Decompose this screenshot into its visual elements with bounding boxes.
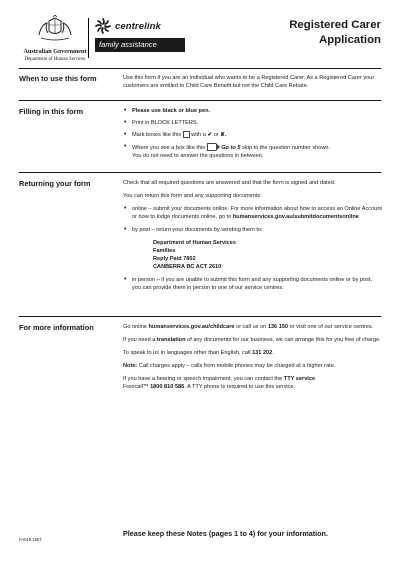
more-tty-text: If you have a hearing or speech impairment, you can contact the TTY service Freecall™ 1800 810 586. A TTY phone is required to use this service. bbox=[123, 376, 316, 390]
goto-label: Go to 5 bbox=[221, 145, 241, 151]
postal-address: Department of Human Services Families Reply Paid 7802 CANBERRA BC ACT 2610 bbox=[153, 240, 236, 270]
form-code: FA019.1507 bbox=[19, 537, 42, 542]
goto-arrow-box-icon bbox=[207, 143, 220, 151]
more-note-text: Note: Call charges apply – calls from mobile phones may be charged at a higher rate. bbox=[123, 363, 336, 369]
tick-mark-icon: ✔ bbox=[207, 132, 213, 138]
more-translation-text: If you need a translation of any documents for our business, we can arrange this for you free of charge. bbox=[123, 337, 381, 343]
section-title-more: For more information bbox=[19, 323, 94, 332]
title-line-2: Application bbox=[318, 34, 381, 47]
section-body-filling bbox=[123, 107, 382, 160]
brand-name: centrelink bbox=[115, 20, 161, 32]
return-methods-list bbox=[123, 205, 382, 292]
header-divider bbox=[88, 18, 89, 58]
returning-options-text: You can return this form and any supporting documents: bbox=[123, 193, 262, 199]
section-title-returning: Returning your form bbox=[19, 179, 91, 188]
section-title-when: When to use this form bbox=[19, 74, 97, 83]
section-divider bbox=[19, 100, 381, 101]
section-title-filling: Filling in this form bbox=[19, 107, 84, 116]
section-divider bbox=[19, 68, 381, 69]
list-item: • Where you see a box like this Go to 5 skip to the question number shown. You do not need to answer the questions in between. bbox=[123, 143, 382, 160]
section-body-more bbox=[123, 323, 382, 391]
phone-number: 136 150 bbox=[267, 324, 289, 330]
page-title bbox=[289, 18, 381, 49]
tty-phone-number: 1800 810 586 bbox=[150, 384, 185, 390]
department-name: Department of Human Services bbox=[24, 57, 86, 62]
government-logo bbox=[19, 15, 91, 62]
brand-subtitle: family assistance bbox=[95, 38, 185, 52]
childcare-link[interactable]: humanservices.gov.au/childcare bbox=[148, 324, 235, 330]
sample-checkbox bbox=[183, 131, 190, 138]
submit-documents-link[interactable]: humanservices.gov.au/submitdocumentsonline bbox=[232, 214, 359, 220]
list-item: • Print in BLOCK LETTERS. bbox=[123, 119, 382, 127]
section-divider bbox=[19, 316, 381, 317]
section-body-when bbox=[123, 74, 382, 90]
title-line-1: Registered Carer bbox=[289, 19, 381, 31]
centrelink-star-icon bbox=[95, 18, 111, 34]
government-name: Australian Government bbox=[23, 48, 87, 55]
languages-phone-number: 131 202 bbox=[252, 350, 273, 356]
section-divider bbox=[19, 172, 381, 173]
more-online-text: Go online humanservices.gov.au/childcare or call us on 136 150 or visit one of our service centres. bbox=[123, 324, 374, 330]
centrelink-logo bbox=[95, 18, 185, 52]
coat-of-arms-icon bbox=[35, 15, 75, 41]
returning-check-text: Check that all required questions are answered and that the form is signed and dated. bbox=[123, 180, 336, 186]
list-item-post: • by post – return your documents by sending them to: Department of Human Services Families Reply Paid 7802 CANBERRA BC ACT 2610 bbox=[123, 226, 382, 271]
list-item: • Mark boxes like this with a ✔ or ✘. bbox=[123, 131, 382, 139]
section-body-returning bbox=[123, 179, 382, 292]
list-item-in-person: • in person – if you are unable to submit this form and any supporting documents online or by post, you can provide them in person to one of our service centres. bbox=[123, 276, 382, 292]
more-languages-text: To speak to us in languages other than English, call 131 202. bbox=[123, 350, 274, 356]
cross-mark-icon: ✘. bbox=[220, 132, 227, 138]
list-item: • Please use black or blue pen. bbox=[123, 107, 382, 115]
keep-notes-footer: Please keep these Notes (pages 1 to 4) for your information. bbox=[123, 529, 328, 538]
list-item-online: • online – submit your documents online. For more information about how to access an Online Account or how to lodge documents online, go to humanservices.gov.au/submitdocumentsonline bbox=[123, 205, 382, 221]
when-text: Use this form if you are an individual who wants to be a Registered Carer. As a Registered Carer your customers are entitled to Child Care Benefit but not the Child Care Rebate. bbox=[123, 75, 375, 89]
filling-list bbox=[123, 107, 382, 160]
